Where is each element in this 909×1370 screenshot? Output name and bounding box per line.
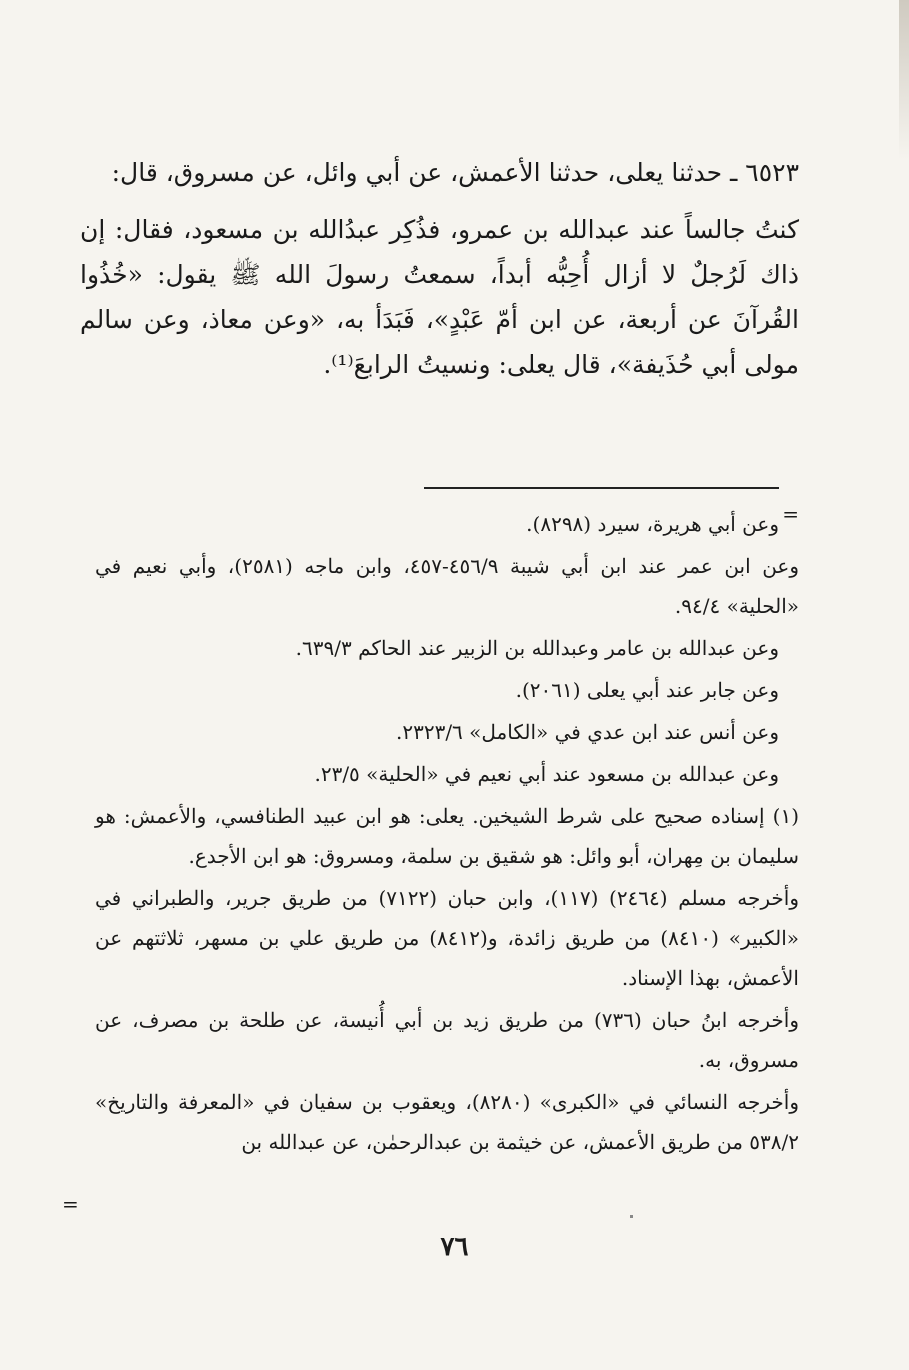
- footnote-separator: [424, 487, 779, 489]
- hadith-matn: كنتُ جالساً عند عبدالله بن عمرو، فذُكِر عبدُالله بن مسعود، فقال: إن ذاك لَرُجلٌ لا أزال أُحِبُّه أبداً، سمعتُ رسولَ الله ﷺ يقول: «خُذُوا القُرآنَ عن أربعة، عن ابن أمّ عَبْدٍ»، فَبَدَأ به، «وعن معاذ، وعن سالم مولى أبي حُذَيفة»، قال يعلى: ونسيتُ الرابعَ⁽¹⁾.: [80, 215, 799, 379]
- footnote-line: وعن جابر عند أبي يعلى (٢٠٦١).: [515, 678, 779, 702]
- continuation-marker-top: =: [782, 502, 799, 526]
- footnote-1-takhrij: وأخرجه ابنُ حبان (٧٣٦) من طريق زيد بن أبي أُنيسة، عن طلحة بن مصرف، عن مسروق، به.: [95, 1008, 799, 1072]
- continuation-marker-bottom: =: [62, 1192, 79, 1216]
- print-speck: [630, 1215, 633, 1218]
- footnote-1-takhrij: وأخرجه مسلم (٢٤٦٤) (١١٧)، وابن حبان (٧١٢٢) من طريق جرير، والطبراني في «الكبير» (٨٤١٠) من طريق زائدة، و(٨٤١٢) من طريق علي بن مسهر، ثلاثتهم عن الأعمش، بهذا الإسناد.: [95, 886, 800, 990]
- page-number: ٧٦: [440, 1232, 469, 1262]
- footnote-line: وعن أبي هريرة، سيرد (٨٢٩٨).: [526, 512, 779, 536]
- footnote-1-takhrij: وأخرجه النسائي في «الكبرى» (٨٢٨٠)، ويعقوب بن سفيان في «المعرفة والتاريخ» ٥٣٨/٢ من طريق الأعمش، عن خيثمة بن عبدالرحمٰن، عن عبدالله بن: [95, 1090, 799, 1154]
- footnote-line: وعن ابن عمر عند ابن أبي شيبة ٤٥٦/٩-٤٥٧، وابن ماجه (٢٥٨١)، وأبي نعيم في «الحلية» ٩٤/٤.: [95, 554, 800, 618]
- footnote-line: وعن أنس عند ابن عدي في «الكامل» ٢٣٢٣/٦.: [395, 720, 779, 744]
- hadith-isnad: ٦٥٢٣ ـ حدثنا يعلى، حدثنا الأعمش، عن أبي وائل، عن مسروق، قال:: [111, 158, 799, 187]
- footnote-line: وعن عبدالله بن مسعود عند أبي نعيم في «الحلية» ٢٣/٥.: [314, 762, 779, 786]
- footnote-1: (١) إسناده صحيح على شرط الشيخين. يعلى: هو ابن عبيد الطنافسي، والأعمش: هو سليمان بن مِهران، أبو وائل: هو شقيق بن سلمة، ومسروق: هو ابن الأجدع.: [95, 804, 799, 868]
- hadith-text: [80, 150, 799, 387]
- footnote-line: وعن عبدالله بن عامر وعبدالله بن الزبير عند الحاكم ٦٣٩/٣.: [295, 636, 779, 660]
- footnotes: [95, 504, 799, 1164]
- page-edge-shadow: [899, 0, 909, 160]
